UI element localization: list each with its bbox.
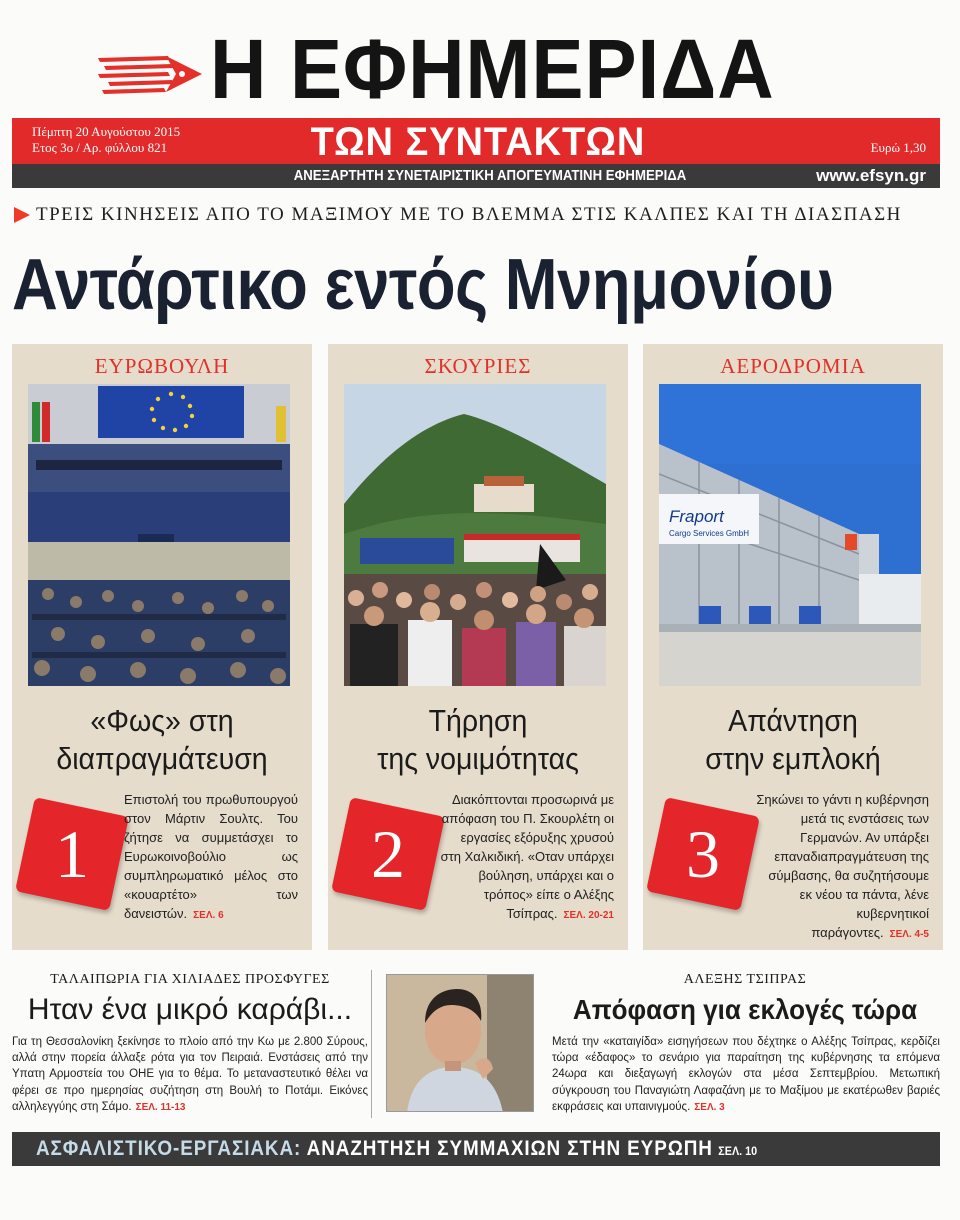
card-headline-line2: της νομιμότητας [377,741,579,776]
fountain-pen-icon [98,52,202,96]
card-headline-line1: Απάντηση [728,703,858,738]
card-summary-text: Επιστολή του πρωθυπουργού στον Μάρτιν Σουλτς. Του ζήτησε να συμμετάσχει το Ευρωκοινοβούλιο ως συμπληρωματικό μέλος στο «κουαρτέτο» των δανειστών. [124,792,298,921]
card-summary [440,790,614,925]
card-summary-text: Σηκώνει το γάντι η κυβέρνηση μετά τις ενστάσεις των Γερμανών. Αν υπάρξει επαναδιαπραγμάτευση της σύμβασης, θα συζητήσουμε εκ νέου τα πάντα, λένε κυβερνητικοί παράγοντες. [756,792,929,940]
brand-subtitle: ΤΩΝ ΣΥΝΤΑΚΤΩΝ [310,120,646,164]
story-number-badge [15,797,129,911]
masthead [0,0,960,190]
tsipras-kicker: ΑΛΕΞΗΣ ΤΣΙΠΡΑΣ [683,972,807,987]
story-number: 3 [686,816,720,892]
page-reference[interactable]: ΣΕΛ. 10 [718,1144,758,1158]
lead-kicker: ΤΡΕΙΣ ΚΙΝΗΣΕΙΣ ΑΠΟ ΤΟ ΜΑΞΙΜΟΥ ΜΕ ΤΟ ΒΛΕΜΜΑ ΣΤΙΣ ΚΑΛΠΕΣ ΚΑΙ ΤΗ ΔΙΑΣΠΑΣΗ [36,204,902,225]
fraport-sign-text: Fraport [669,507,724,526]
story-number: 2 [371,816,405,892]
issue-date: Πέμπτη 20 Αυγούστου 2015 [32,124,181,139]
refugees-summary [12,1034,368,1116]
issue-number: Ετος 3ο / Αρ. φύλλου 821 [32,140,168,155]
card-headline-line2: διαπραγμάτευση [56,741,268,776]
skouries-protest-photo [344,384,606,686]
card-headline [12,702,312,778]
story-number: 1 [55,816,89,892]
column-divider [371,970,372,1118]
page-reference[interactable]: ΣΕΛ. 6 [193,910,224,921]
tsipras-portrait-photo [386,974,534,1112]
tsipras-summary-text: Μετά την «καταιγίδα» εισηγήσεων που δέχτηκε ο Αλέξης Τσίπρας, κερδίζει τώρα «έδαφος» το σενάριο για παραίτηση της κυβέρνησης τα επόμενα 24ωρα και διεξαγωγή εκλογών στα μέσα Σεπτεμβρίου. Μετωπική σύγκρουση του Παναγιώτη Λαφαζάνη με το Μαξίμου με εκατέρωθεν βαριές εκφράσεις και υπαινιγμούς. [552,1036,940,1113]
brand-title: Η ΕΦΗΜΕΡΙΔΑ [210,22,775,116]
cover-price: Ευρώ 1,30 [870,140,926,155]
tsipras-headline[interactable]: Απόφαση για εκλογές τώρα [572,994,918,1025]
refugees-summary-text: Για τη Θεσσαλονίκη ξεκίνησε το πλοίο από την Κω με 2.800 Σύρους, αλλά στην πορεία άλλαξε ρότα για τον Πειραιά. Ενστάσεις από την Υπατη Αρμοστεία του ΟΗΕ για το θέμα. Το μεταναστευτικό θέλει να φέρει σε προ ημερησίας συζήτηση στη Βουλή το Ποτάμι. Εικόνες αλληλεγγύης στη Σάμο. [12,1036,368,1113]
refugees-headline[interactable]: Ηταν ένα μικρό καράβι... [27,993,353,1026]
tsipras-summary [552,1034,940,1116]
story-number-badge [646,797,760,911]
bottom-strap-headline[interactable] [36,1135,828,1163]
lead-headline[interactable]: Αντάρτικο εντός Μνημονίου [12,245,834,325]
website-url[interactable]: www.efsyn.gr [816,166,926,185]
card-section-label: ΕΥΡΩΒΟΥΛΗ [94,354,230,378]
card-summary [124,790,298,925]
story-card-skouries[interactable] [328,344,628,950]
kicker-arrow-icon [14,207,30,223]
page-reference[interactable]: ΣΕΛ. 4-5 [889,929,929,940]
card-summary-text: Διακόπτονται προσωρινά με απόφαση του Π. Σκουρλέτη οι εργασίες εξόρυξης χρυσού στη Χαλκιδική. «Οταν υπάρχει βούληση, υπάρχει και ο τρόπος» είπε ο Αλέξης Τσίπρας. [440,792,614,921]
card-headline-line1: «Φως» στη [90,703,234,738]
europarliament-photo [28,384,290,686]
strap-rest: ΑΝΑΖΗΤΗΣΗ ΣΥΜΜΑΧΙΩΝ ΣΤΗΝ ΕΥΡΩΠΗ [301,1137,713,1160]
card-section-label: ΣΚΟΥΡΙΕΣ [424,354,532,378]
card-headline [643,702,943,778]
story-number-badge [331,797,445,911]
card-headline-line1: Τήρηση [428,703,528,738]
card-headline-line2: στην εμπλοκή [705,741,881,776]
strap-lead: ΑΣΦΑΛΙΣΤΙΚΟ-ΕΡΓΑΣΙΑΚΑ: [36,1137,302,1160]
fraport-sign-subtext: Cargo Services GmbH [669,529,750,538]
page-reference[interactable]: ΣΕΛ. 3 [694,1101,725,1113]
card-summary [755,790,929,944]
story-card-europarliament[interactable] [12,344,312,950]
card-headline [328,702,628,778]
masthead-tagline: ΑΝΕΞΑΡΤΗΤΗ ΣΥΝΕΤΑΙΡΙΣΤΙΚΗ ΑΠΟΓΕΥΜΑΤΙΝΗ ΕΦΗΜΕΡΙΔΑ [293,167,687,184]
story-card-airports[interactable] [643,344,943,950]
fraport-terminal-photo [659,384,921,686]
page-reference[interactable]: ΣΕΛ. 11-13 [135,1101,186,1113]
refugees-kicker: ΤΑΛΑΙΠΩΡΙΑ ΓΙΑ ΧΙΛΙΑΔΕΣ ΠΡΟΣΦΥΓΕΣ [50,972,330,987]
card-section-label: ΑΕΡΟΔΡΟΜΙΑ [720,354,866,378]
page-reference[interactable]: ΣΕΛ. 20-21 [563,910,614,921]
